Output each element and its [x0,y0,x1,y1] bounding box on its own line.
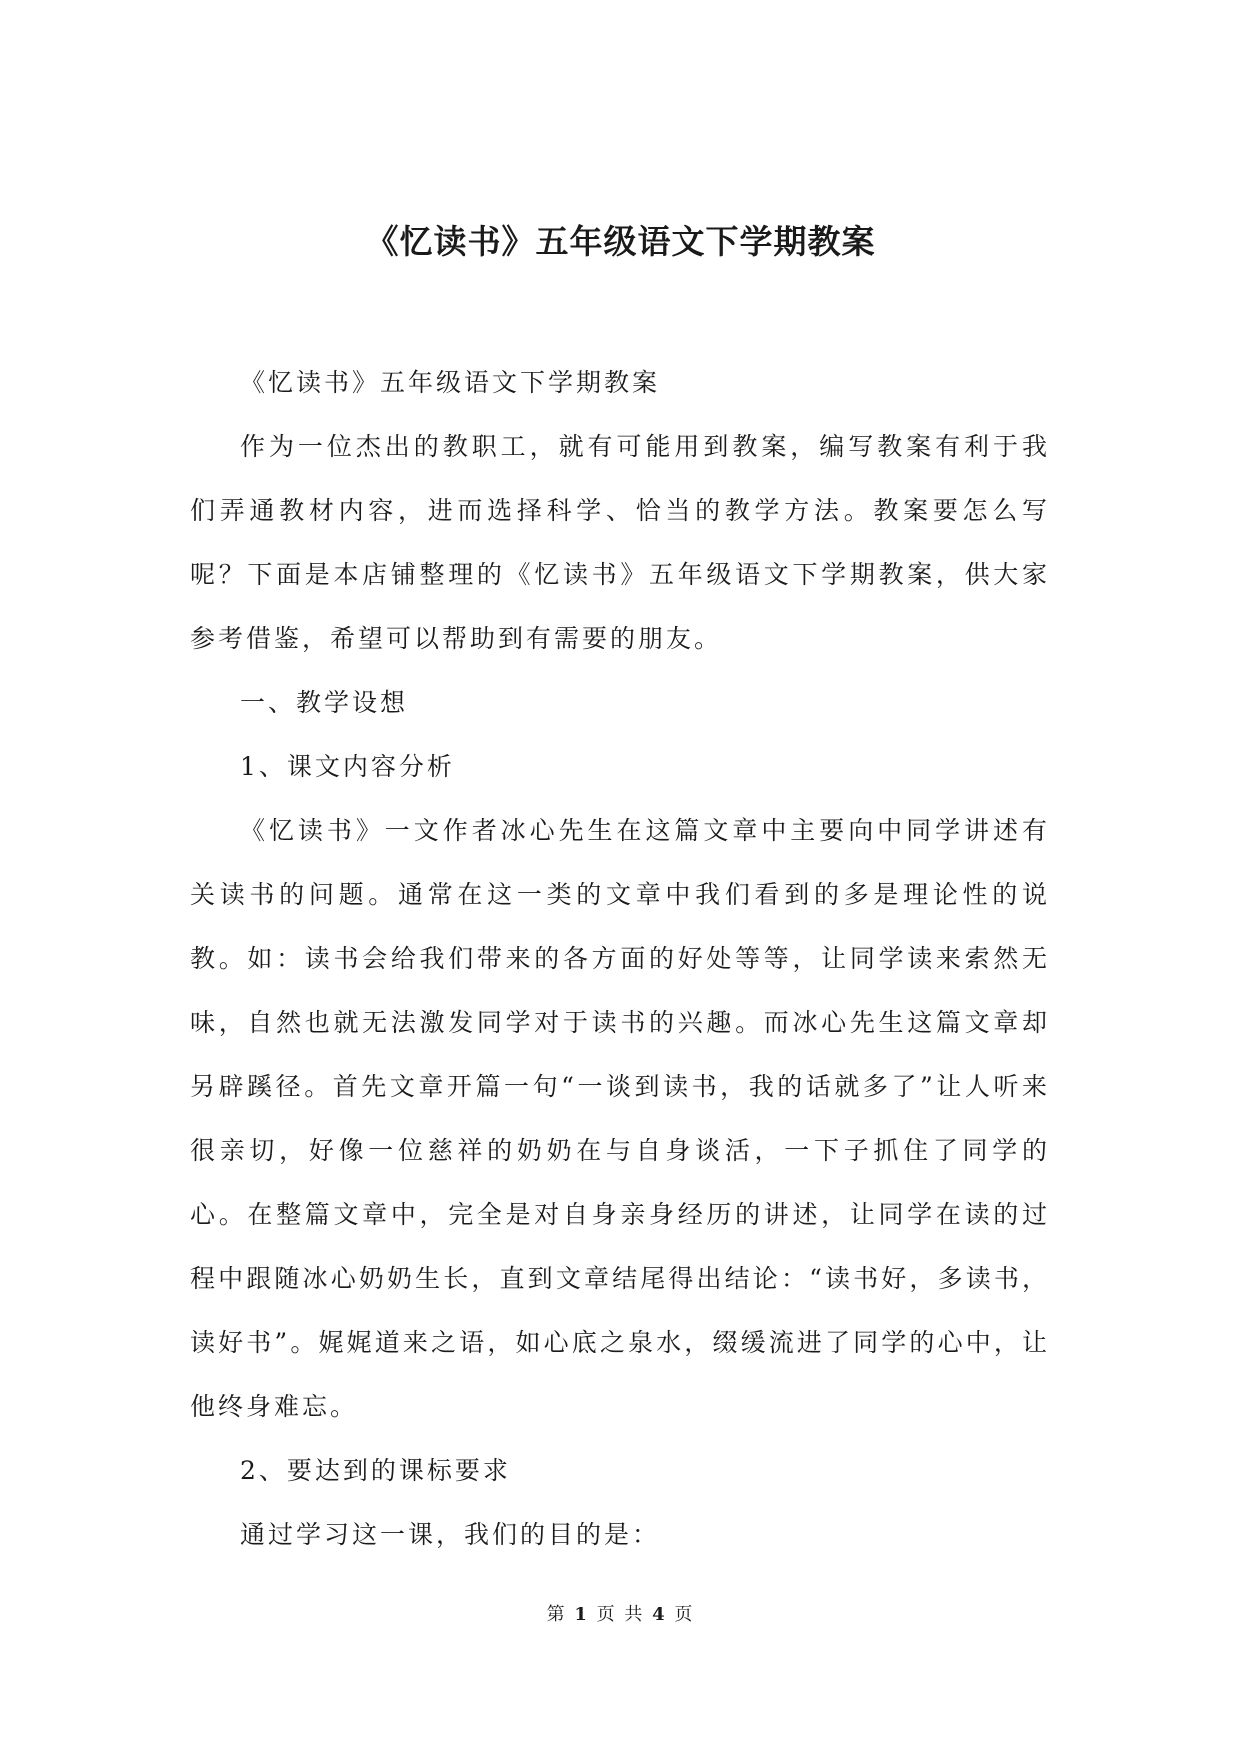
page-total: 4 [652,1604,667,1625]
page-number: 1 [574,1604,589,1625]
footer-prefix: 第 [546,1604,567,1625]
section-heading-teaching-plan: 一、教学设想 [240,688,409,717]
page-footer [0,1603,1241,1627]
footer-suffix: 页 [674,1604,695,1625]
subsection-heading-curriculum-goals: 2、要达到的课标要求 [240,1456,511,1485]
footer-middle: 页 共 [596,1604,645,1625]
subsection-heading-content-analysis: 1、课文内容分析 [240,752,455,781]
paragraph-intro: 作为一位杰出的教职工，就有可能用到教案，编写教案有利于我们弄通教材内容，进而选择科学、恰当的教学方法。教案要怎么写呢？下面是本店铺整理的《忆读书》五年级语文下学期教案，供大家参考借鉴，希望可以帮助到有需要的朋友。 [190,432,1050,653]
paragraph-content-analysis: 《忆读书》一文作者冰心先生在这篇文章中主要向中同学讲述有关读书的问题。通常在这一类的文章中我们看到的多是理论性的说教。如：读书会给我们带来的各方面的好处等等，让同学读来索然无味，自然也就无法激发同学对于读书的兴趣。而冰心先生这篇文章却另辟蹊径。首先文章开篇一句“一谈到读书，我的话就多了”让人听来很亲切，好像一位慈祥的奶奶在与自身谈活，一下子抓住了同学的心。在整篇文章中，完全是对自身亲身经历的讲述，让同学在读的过程中跟随冰心奶奶生长，直到文章结尾得出结论：“读书好，多读书，读好书”。娓娓道来之语，如心底之泉水，缀缓流进了同学的心中，让他终身难忘。 [190,816,1050,1421]
document-body [190,351,1050,1567]
paragraph-goals-intro: 通过学习这一课，我们的目的是： [240,1520,661,1549]
document-title: 《忆读书》五年级语文下学期教案 [365,222,876,261]
paragraph-subtitle: 《忆读书》五年级语文下学期教案 [240,368,661,397]
